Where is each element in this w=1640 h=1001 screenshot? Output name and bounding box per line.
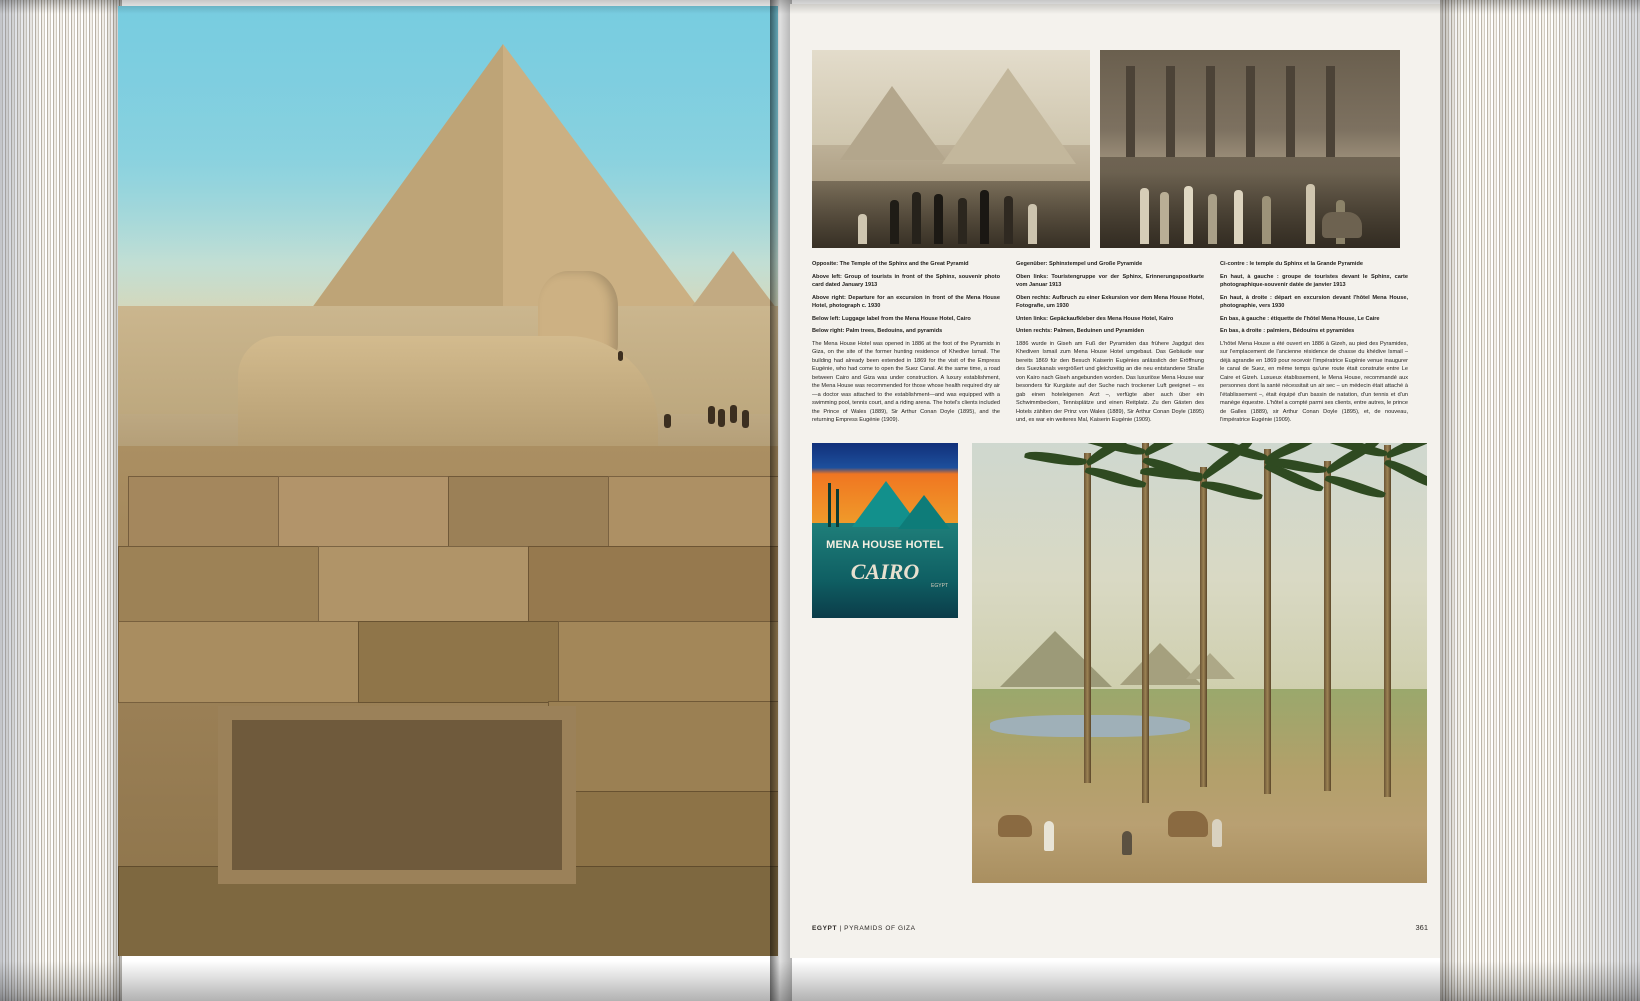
photo-tourists-sphinx <box>812 50 1090 248</box>
photo-palms-bedouins-pyramids <box>972 443 1427 883</box>
caption-en-lead-2: Above right: Departure for an excursion in front of the Mena House Hotel, photograph c. 1930 <box>812 294 1000 309</box>
book-gutter <box>770 0 792 1001</box>
caption-de-lead-1: Oben links: Touristengruppe vor der Sphinx, Erinnerungspostkarte vom Januar 1913 <box>1016 273 1204 288</box>
right-page-edges <box>1440 0 1640 1001</box>
caption-fr-lead-2: En haut, à droite : départ en excursion devant l'hôtel Mena House, photographie, vers 1930 <box>1220 294 1408 309</box>
running-head-sep: | <box>839 925 842 932</box>
left-page-photo <box>118 6 778 956</box>
caption-fr-lead-1: En haut, à gauche : groupe de touristes devant le Sphinx, carte photographique-souvenir datée de janvier 1913 <box>1220 273 1408 288</box>
poster-line-1: MENA HOUSE HOTEL <box>826 538 944 551</box>
caption-en-body: The Mena House Hotel was opened in 1886 at the foot of the Pyramids in Giza, on the site of the former hunting residence of Khedive Ismail. The building had already been extended in 1869 for the visit of the Empress Eugénie, who had come to open the Suez Canal. At the same time, a road between Cairo and Giza was under construction. A luxury establishment, the Mena House was recommended for those whose health required dry air—a doctor was attached to the establishment—and was equipped with a swimming pool, tennis court, and a riding arena. The hotel's clients included the Prince of Wales (1889), Sir Arthur Conan Doyle (1895), and the returning Empress Eugénie (1909). <box>812 340 1000 423</box>
page-number: 361 <box>1415 923 1428 932</box>
top-image-row <box>812 50 1428 248</box>
caption-block <box>812 260 1428 429</box>
caption-de-lead-0: Gegenüber: Sphinxtempel und Große Pyramide <box>1016 261 1143 267</box>
caption-fr-body: L'hôtel Mena House a été ouvert en 1886 à Gizeh, au pied des Pyramides, sur l'emplacement de l'ancienne résidence de chasse du khédive Ismail – déjà agrandie en 1869 pour recevoir l'impératrice Eugénie venue inaugurer le canal de Suez, en même temps qu'une route était construite entre Le Caire et Gizeh. Luxueux établissement, le Mena House, recommandé aux personnes dont la santé nécessitait un air sec – un médecin était attaché à l'établissement –, était équipé d'un bassin de natation, d'un tennis et d'un manège équestre. L'hôtel a compté parmi ses clients, entre autres, le prince de Galles (1889), sir Arthur Conan Doyle (1895), et, de nouveau, l'impératrice Eugénie (1909). <box>1220 340 1408 423</box>
lower-image-row <box>812 443 1428 883</box>
poster-line-2: CAIRO <box>850 558 920 584</box>
caption-de-lead-3: Unten links: Gepäckaufkleber des Mena House Hotel, Kairo <box>1016 315 1174 322</box>
caption-fr-lead-3: En bas, à gauche : étiquette de l'hôtel Mena House, Le Caire <box>1220 315 1380 322</box>
running-head-title: PYRAMIDS OF GIZA <box>844 925 916 932</box>
caption-de-lead-2: Oben rechts: Aufbruch zu einer Exkursion vor dem Mena House Hotel, Fotografie, um 1930 <box>1016 294 1204 309</box>
caption-fr-lead-4: En bas, à droite : palmiers, Bédouins et pyramides <box>1220 328 1355 334</box>
luggage-label-mena-house <box>812 443 958 618</box>
caption-fr-lead-0: Ci-contre : le temple du Sphinx et la Grande Pyramide <box>1220 261 1363 267</box>
sphinx-great-pyramid-photo <box>118 6 778 956</box>
caption-de-body: 1886 wurde in Giseh am Fuß der Pyramiden das frühere Jagdgut des Khediven Ismail zum Mena House Hotel umgebaut. Das Gebäude war bereits 1869 für den Besuch Kaiserin Eugénies anlässlich der Eröffnung des Suezkanals vergrößert und gleichzeitig an die neu entstandene Straße von Kairo nach Giseh angebunden worden. Das luxuriöse Mena House war besonders für Kurgäste auf der Suche nach trockener Luft geeignet – es gab einen hoteleigenen Arzt –, verfügte aber auch über ein Schwimmbecken, Tennisplätze und einen Reitplatz. Zu den Gästen des Hotels zählten der Prinz von Wales (1889), Sir Arthur Conan Doyle (1895) und, es war ein weiteres Mal, Kaiserin Eugénie (1909). <box>1016 340 1204 423</box>
caption-german <box>1016 260 1204 429</box>
caption-en-lead-3: Below left: Luggage label from the Mena House Hotel, Cairo <box>812 315 971 322</box>
running-head-prefix: EGYPT <box>812 925 838 932</box>
poster-line-3: EGYPT <box>931 582 948 589</box>
caption-en-lead-4: Below right: Palm trees, Bedouins, and pyramids <box>812 328 943 334</box>
right-page <box>790 4 1450 958</box>
caption-en-lead-1: Above left: Group of tourists in front of the Sphinx, souvenir photo card dated January 1913 <box>812 273 1000 288</box>
caption-en-lead-0: Opposite: The Temple of the Sphinx and the Great Pyramid <box>812 261 969 267</box>
caption-french <box>1220 260 1408 429</box>
caption-de-lead-4: Unten rechts: Palmen, Beduinen und Pyramiden <box>1016 328 1145 334</box>
caption-english <box>812 260 1000 429</box>
bottom-shadow <box>0 961 1640 1001</box>
running-head <box>812 925 916 932</box>
photo-mena-house-departure <box>1100 50 1400 248</box>
left-page-edges <box>0 0 122 1001</box>
page-footer <box>812 923 1428 932</box>
top-shadow <box>0 0 1640 14</box>
